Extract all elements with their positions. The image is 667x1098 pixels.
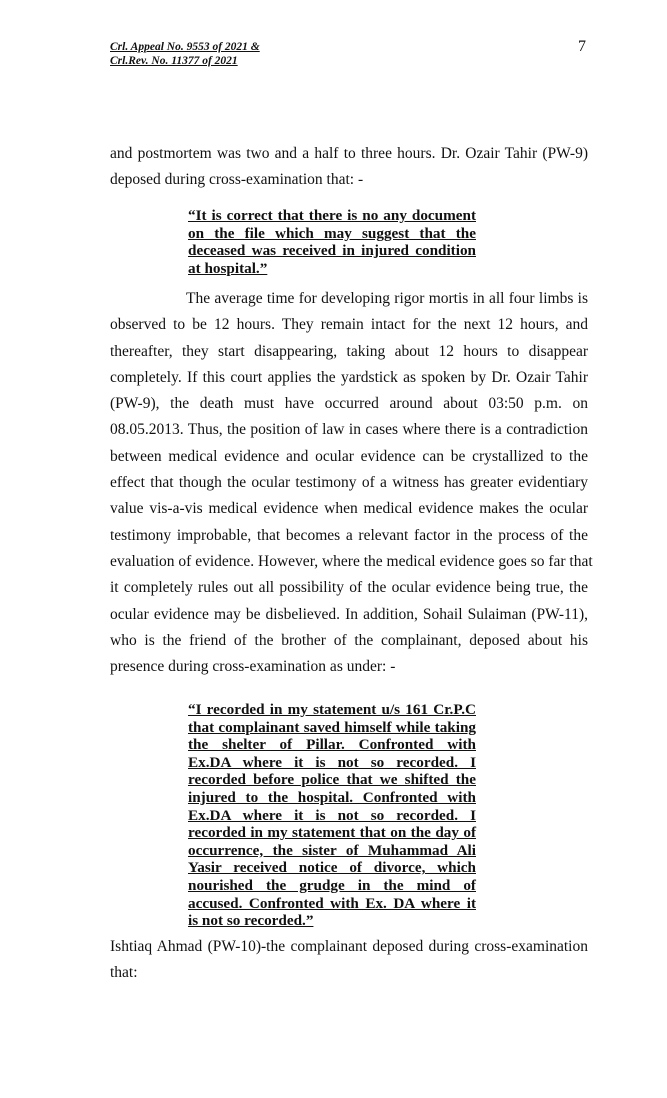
- quote-dr-ozair-tahir: [188, 207, 476, 277]
- quote-line: deceased was received in injured condition: [188, 242, 476, 260]
- paragraph-line: The average time for developing rigor mortis in all four limbs is: [186, 290, 588, 307]
- paragraph-line: effect that though the ocular testimony of a witness has greater evidentiary: [110, 474, 588, 492]
- quote-line: the shelter of Pillar. Confronted with: [188, 736, 476, 754]
- paragraph-line: observed to be 12 hours. They remain intact for the next 12 hours, and: [110, 316, 588, 334]
- paragraph-line: evaluation of evidence. However, where the medical evidence goes so far that: [110, 552, 593, 570]
- page-number: 7: [578, 38, 586, 55]
- paragraph-line: thereafter, they start disappearing, taking about 12 hours to disappear: [110, 342, 588, 360]
- quote-line: accused. Confronted with Ex. DA where it: [188, 894, 476, 912]
- quote-line: “I recorded in my statement u/s 161 Cr.P.C: [188, 701, 476, 718]
- quote-line: Ex.DA where it is not so recorded. I: [188, 806, 476, 824]
- paragraph-line: presence during cross-examination as under: -: [110, 658, 396, 676]
- quote-line: “It is correct that there is no any document: [188, 207, 476, 224]
- paragraph-ishtiaq-ahmad: [110, 934, 588, 987]
- paragraph-line: Ishtiaq Ahmad (PW-10)-the complainant deposed during cross-examination: [110, 938, 588, 955]
- paragraph-line: 08.05.2013. Thus, the position of law in cases where there is a contradiction: [110, 421, 588, 439]
- paragraph-line: value vis-a-vis medical evidence when medical evidence makes the ocular: [110, 500, 588, 518]
- paragraph-rigor-mortis: [110, 286, 593, 680]
- quote-line: that complainant saved himself while taking: [188, 718, 476, 736]
- quote-line: nourished the grudge in the mind of: [188, 876, 476, 894]
- paragraph-postmortem: [110, 141, 588, 194]
- quote-line: recorded in my statement that on the day of: [188, 824, 476, 842]
- quote-line: injured to the hospital. Confronted with: [188, 788, 476, 806]
- quote-line: at hospital.”: [188, 259, 268, 277]
- paragraph-line: it completely rules out all possibility of the ocular evidence being true, the: [110, 579, 588, 597]
- paragraph-line: completely. If this court applies the yardstick as spoken by Dr. Ozair Tahir: [110, 368, 588, 386]
- case-reference-line-2: Crl.Rev. No. 11377 of 2021: [110, 55, 238, 67]
- paragraph-line: (PW-9), the death must have occurred around about 03:50 p.m. on: [110, 395, 588, 413]
- quote-line: occurrence, the sister of Muhammad Ali: [188, 841, 476, 859]
- quote-line: Ex.DA where it is not so recorded. I: [188, 753, 476, 771]
- paragraph-line: deposed during cross-examination that: -: [110, 171, 364, 189]
- paragraph-line: ocular evidence may be disbelieved. In addition, Sohail Sulaiman (PW-11),: [110, 605, 588, 623]
- quote-line: on the file which may suggest that the: [188, 224, 476, 242]
- case-reference: [110, 40, 260, 68]
- quote-line: is not so recorded.”: [188, 912, 314, 930]
- paragraph-line: that:: [110, 964, 138, 982]
- case-reference-line-1: Crl. Appeal No. 9553 of 2021 &: [110, 41, 260, 53]
- quote-line: recorded before police that we shifted the: [188, 771, 476, 789]
- paragraph-line: and postmortem was two and a half to three hours. Dr. Ozair Tahir (PW-9): [110, 145, 588, 162]
- paragraph-line: testimony improbable, that becomes a relevant factor in the process of the: [110, 526, 588, 544]
- paragraph-line: who is the friend of the brother of the complainant, deposed about his: [110, 631, 588, 649]
- quote-sohail-sulaiman: [188, 701, 476, 930]
- paragraph-line: between medical evidence and ocular evidence can be crystallized to the: [110, 447, 588, 465]
- quote-line: Yasir received notice of divorce, which: [188, 859, 476, 877]
